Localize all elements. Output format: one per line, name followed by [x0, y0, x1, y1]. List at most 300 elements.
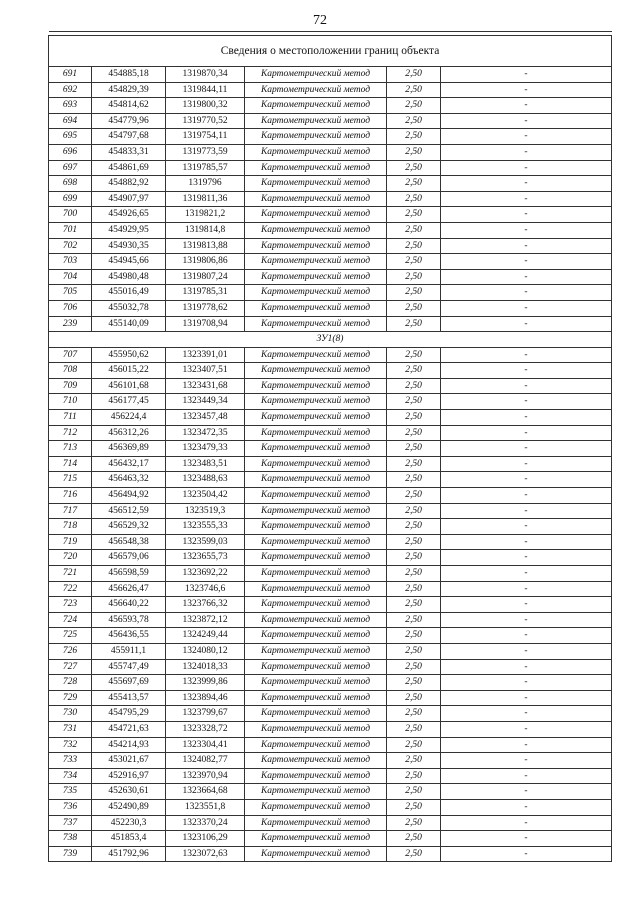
table-row — [49, 815, 612, 831]
accuracy-cell: 2,50 — [387, 129, 441, 145]
accuracy-cell: 2,50 — [387, 207, 441, 223]
table-row — [49, 191, 612, 207]
table-row — [49, 799, 612, 815]
table-row — [49, 129, 612, 145]
table-row — [49, 82, 612, 98]
accuracy-cell: 2,50 — [387, 768, 441, 784]
x-coordinate-cell: 456312,26 — [92, 425, 166, 441]
y-coordinate-cell: 1323766,32 — [166, 597, 245, 613]
x-coordinate-cell: 454814,62 — [92, 98, 166, 114]
y-coordinate-cell: 1319754,11 — [166, 129, 245, 145]
point-number-cell: 692 — [49, 82, 92, 98]
y-coordinate-cell: 1323488,63 — [166, 472, 245, 488]
description-cell: - — [441, 799, 612, 815]
y-coordinate-cell: 1323555,33 — [166, 519, 245, 535]
table-row — [49, 706, 612, 722]
table-row — [49, 394, 612, 410]
point-number-cell: 698 — [49, 176, 92, 192]
description-cell: - — [441, 815, 612, 831]
table-row — [49, 534, 612, 550]
method-cell: Картометрический метод — [245, 815, 387, 831]
y-coordinate-cell: 1323692,22 — [166, 566, 245, 582]
point-number-cell: 719 — [49, 534, 92, 550]
accuracy-cell: 2,50 — [387, 456, 441, 472]
description-cell: - — [441, 581, 612, 597]
y-coordinate-cell: 1323894,46 — [166, 690, 245, 706]
y-coordinate-cell: 1319708,94 — [166, 316, 245, 332]
accuracy-cell: 2,50 — [387, 394, 441, 410]
method-cell: Картометрический метод — [245, 581, 387, 597]
point-number-cell: 730 — [49, 706, 92, 722]
method-cell: Картометрический метод — [245, 378, 387, 394]
x-coordinate-cell: 455950,62 — [92, 347, 166, 363]
method-cell: Картометрический метод — [245, 144, 387, 160]
description-cell: - — [441, 347, 612, 363]
x-coordinate-cell: 456512,59 — [92, 503, 166, 519]
x-coordinate-cell: 451792,96 — [92, 846, 166, 862]
y-coordinate-cell: 1323304,41 — [166, 737, 245, 753]
x-coordinate-cell: 456369,89 — [92, 441, 166, 457]
x-coordinate-cell: 454885,18 — [92, 67, 166, 83]
x-coordinate-cell: 454779,96 — [92, 113, 166, 129]
accuracy-cell: 2,50 — [387, 534, 441, 550]
table-row — [49, 784, 612, 800]
accuracy-cell: 2,50 — [387, 612, 441, 628]
description-cell: - — [441, 846, 612, 862]
method-cell: Картометрический метод — [245, 347, 387, 363]
x-coordinate-cell: 456432,17 — [92, 456, 166, 472]
x-coordinate-cell: 454907,97 — [92, 191, 166, 207]
y-coordinate-cell: 1323599,03 — [166, 534, 245, 550]
description-cell: - — [441, 831, 612, 847]
y-coordinate-cell: 1323799,67 — [166, 706, 245, 722]
accuracy-cell: 2,50 — [387, 581, 441, 597]
accuracy-cell: 2,50 — [387, 831, 441, 847]
accuracy-cell: 2,50 — [387, 566, 441, 582]
point-number-cell: 733 — [49, 753, 92, 769]
table-row — [49, 721, 612, 737]
y-coordinate-cell: 1323479,33 — [166, 441, 245, 457]
x-coordinate-cell: 456436,55 — [92, 628, 166, 644]
description-cell: - — [441, 643, 612, 659]
accuracy-cell: 2,50 — [387, 316, 441, 332]
y-coordinate-cell: 1323431,68 — [166, 378, 245, 394]
x-coordinate-cell: 454795,29 — [92, 706, 166, 722]
method-cell: Картометрический метод — [245, 768, 387, 784]
point-number-cell: 693 — [49, 98, 92, 114]
x-coordinate-cell: 455413,57 — [92, 690, 166, 706]
accuracy-cell: 2,50 — [387, 519, 441, 535]
table-row — [49, 550, 612, 566]
method-cell: Картометрический метод — [245, 472, 387, 488]
description-cell: - — [441, 82, 612, 98]
description-cell: - — [441, 300, 612, 316]
table-row — [49, 254, 612, 270]
table-row — [49, 675, 612, 691]
point-number-cell: 723 — [49, 597, 92, 613]
y-coordinate-cell: 1319796 — [166, 176, 245, 192]
x-coordinate-cell: 456548,38 — [92, 534, 166, 550]
y-coordinate-cell: 1319870,34 — [166, 67, 245, 83]
point-number-cell: 697 — [49, 160, 92, 176]
point-number-cell: 703 — [49, 254, 92, 270]
description-cell: - — [441, 441, 612, 457]
table-row — [49, 410, 612, 426]
y-coordinate-cell: 1319813,88 — [166, 238, 245, 254]
table-row — [49, 316, 612, 332]
y-coordinate-cell: 1323970,94 — [166, 768, 245, 784]
point-number-cell: 696 — [49, 144, 92, 160]
description-cell: - — [441, 706, 612, 722]
description-cell: - — [441, 67, 612, 83]
x-coordinate-cell: 454797,68 — [92, 129, 166, 145]
description-cell: - — [441, 737, 612, 753]
accuracy-cell: 2,50 — [387, 176, 441, 192]
accuracy-cell: 2,50 — [387, 425, 441, 441]
table-row — [49, 222, 612, 238]
y-coordinate-cell: 1319821,2 — [166, 207, 245, 223]
method-cell: Картометрический метод — [245, 82, 387, 98]
y-coordinate-cell: 1323746,6 — [166, 581, 245, 597]
point-number-cell: 737 — [49, 815, 92, 831]
point-number-cell: 713 — [49, 441, 92, 457]
accuracy-cell: 2,50 — [387, 753, 441, 769]
table-row — [49, 831, 612, 847]
description-cell: - — [441, 113, 612, 129]
method-cell: Картометрический метод — [245, 222, 387, 238]
y-coordinate-cell: 1323551,8 — [166, 799, 245, 815]
accuracy-cell: 2,50 — [387, 410, 441, 426]
x-coordinate-cell: 452490,89 — [92, 799, 166, 815]
accuracy-cell: 2,50 — [387, 285, 441, 301]
point-number-cell: 725 — [49, 628, 92, 644]
description-cell: - — [441, 472, 612, 488]
point-number-cell: 717 — [49, 503, 92, 519]
method-cell: Картометрический метод — [245, 690, 387, 706]
y-coordinate-cell: 1319770,52 — [166, 113, 245, 129]
point-number-cell: 710 — [49, 394, 92, 410]
y-coordinate-cell: 1319807,24 — [166, 269, 245, 285]
x-coordinate-cell: 452916,97 — [92, 768, 166, 784]
x-coordinate-cell: 455032,78 — [92, 300, 166, 316]
x-coordinate-cell: 454214,93 — [92, 737, 166, 753]
description-cell: - — [441, 519, 612, 535]
description-cell: - — [441, 191, 612, 207]
method-cell: Картометрический метод — [245, 363, 387, 379]
table-row — [49, 144, 612, 160]
table-row — [49, 160, 612, 176]
point-number-cell: 732 — [49, 737, 92, 753]
table-row — [49, 597, 612, 613]
accuracy-cell: 2,50 — [387, 222, 441, 238]
table-row — [49, 581, 612, 597]
accuracy-cell: 2,50 — [387, 191, 441, 207]
point-number-cell: 738 — [49, 831, 92, 847]
y-coordinate-cell: 1323391,01 — [166, 347, 245, 363]
description-cell: - — [441, 394, 612, 410]
method-cell: Картометрический метод — [245, 597, 387, 613]
x-coordinate-cell: 454930,35 — [92, 238, 166, 254]
x-coordinate-cell: 454833,31 — [92, 144, 166, 160]
method-cell: Картометрический метод — [245, 753, 387, 769]
table-row — [49, 768, 612, 784]
accuracy-cell: 2,50 — [387, 238, 441, 254]
table-row — [49, 643, 612, 659]
point-number-cell: 734 — [49, 768, 92, 784]
point-number-cell: 739 — [49, 846, 92, 862]
point-number-cell: 728 — [49, 675, 92, 691]
x-coordinate-cell: 456494,92 — [92, 488, 166, 504]
accuracy-cell: 2,50 — [387, 82, 441, 98]
accuracy-cell: 2,50 — [387, 98, 441, 114]
point-number-cell: 727 — [49, 659, 92, 675]
table-row — [49, 98, 612, 114]
method-cell: Картометрический метод — [245, 784, 387, 800]
y-coordinate-cell: 1319814,8 — [166, 222, 245, 238]
description-cell: - — [441, 488, 612, 504]
method-cell: Картометрический метод — [245, 737, 387, 753]
x-coordinate-cell: 456529,32 — [92, 519, 166, 535]
point-number-cell: 707 — [49, 347, 92, 363]
point-number-cell: 720 — [49, 550, 92, 566]
accuracy-cell: 2,50 — [387, 784, 441, 800]
point-number-cell: 695 — [49, 129, 92, 145]
accuracy-cell: 2,50 — [387, 269, 441, 285]
description-cell: - — [441, 144, 612, 160]
accuracy-cell: 2,50 — [387, 690, 441, 706]
accuracy-cell: 2,50 — [387, 706, 441, 722]
table-row — [49, 67, 612, 83]
x-coordinate-cell: 456177,45 — [92, 394, 166, 410]
y-coordinate-cell: 1323449,34 — [166, 394, 245, 410]
x-coordinate-cell: 454882,92 — [92, 176, 166, 192]
description-cell: - — [441, 659, 612, 675]
y-coordinate-cell: 1323483,51 — [166, 456, 245, 472]
method-cell: Картометрический метод — [245, 98, 387, 114]
y-coordinate-cell: 1324249,44 — [166, 628, 245, 644]
table-row — [49, 363, 612, 379]
method-cell: Картометрический метод — [245, 534, 387, 550]
accuracy-cell: 2,50 — [387, 472, 441, 488]
table-row — [49, 285, 612, 301]
method-cell: Картометрический метод — [245, 425, 387, 441]
accuracy-cell: 2,50 — [387, 721, 441, 737]
x-coordinate-cell: 456015,22 — [92, 363, 166, 379]
point-number-cell: 724 — [49, 612, 92, 628]
y-coordinate-cell: 1323370,24 — [166, 815, 245, 831]
page-number: 72 — [313, 13, 327, 28]
description-cell: - — [441, 269, 612, 285]
table-row — [49, 269, 612, 285]
description-cell: - — [441, 160, 612, 176]
y-coordinate-cell: 1323504,42 — [166, 488, 245, 504]
y-coordinate-cell: 1323872,12 — [166, 612, 245, 628]
point-number-cell: 708 — [49, 363, 92, 379]
accuracy-cell: 2,50 — [387, 846, 441, 862]
table-row — [49, 456, 612, 472]
point-number-cell: 702 — [49, 238, 92, 254]
x-coordinate-cell: 455697,69 — [92, 675, 166, 691]
table-title: Сведения о местоположении границ объекта — [49, 36, 612, 67]
description-cell: - — [441, 566, 612, 582]
point-number-cell: 731 — [49, 721, 92, 737]
point-number-cell: 722 — [49, 581, 92, 597]
method-cell: Картометрический метод — [245, 503, 387, 519]
accuracy-cell: 2,50 — [387, 628, 441, 644]
y-coordinate-cell: 1323664,68 — [166, 784, 245, 800]
method-cell: Картометрический метод — [245, 300, 387, 316]
method-cell: Картометрический метод — [245, 285, 387, 301]
point-number-cell: 712 — [49, 425, 92, 441]
accuracy-cell: 2,50 — [387, 597, 441, 613]
method-cell: Картометрический метод — [245, 566, 387, 582]
accuracy-cell: 2,50 — [387, 675, 441, 691]
table-row — [49, 628, 612, 644]
table-row — [49, 737, 612, 753]
point-number-cell: 729 — [49, 690, 92, 706]
table-row — [49, 207, 612, 223]
method-cell: Картометрический метод — [245, 254, 387, 270]
description-cell: - — [441, 363, 612, 379]
method-cell: Картометрический метод — [245, 456, 387, 472]
y-coordinate-cell: 1324018,33 — [166, 659, 245, 675]
description-cell: - — [441, 550, 612, 566]
x-coordinate-cell: 454721,63 — [92, 721, 166, 737]
x-coordinate-cell: 454829,39 — [92, 82, 166, 98]
point-number-cell: 735 — [49, 784, 92, 800]
table-title-row — [49, 36, 612, 67]
description-cell: - — [441, 238, 612, 254]
method-cell: Картометрический метод — [245, 410, 387, 426]
y-coordinate-cell: 1323999,86 — [166, 675, 245, 691]
y-coordinate-cell: 1319844,11 — [166, 82, 245, 98]
description-cell: - — [441, 176, 612, 192]
accuracy-cell: 2,50 — [387, 144, 441, 160]
y-coordinate-cell: 1323472,35 — [166, 425, 245, 441]
accuracy-cell: 2,50 — [387, 815, 441, 831]
y-coordinate-cell: 1319806,86 — [166, 254, 245, 270]
x-coordinate-cell: 456626,47 — [92, 581, 166, 597]
x-coordinate-cell: 451853,4 — [92, 831, 166, 847]
x-coordinate-cell: 456579,06 — [92, 550, 166, 566]
method-cell: Картометрический метод — [245, 113, 387, 129]
table-row — [49, 300, 612, 316]
accuracy-cell: 2,50 — [387, 67, 441, 83]
point-number-cell: 699 — [49, 191, 92, 207]
description-cell: - — [441, 207, 612, 223]
description-cell: - — [441, 721, 612, 737]
description-cell: - — [441, 597, 612, 613]
method-cell: Картометрический метод — [245, 238, 387, 254]
table-row — [49, 378, 612, 394]
description-cell: - — [441, 222, 612, 238]
point-number-cell: 701 — [49, 222, 92, 238]
method-cell: Картометрический метод — [245, 316, 387, 332]
y-coordinate-cell: 1323457,48 — [166, 410, 245, 426]
y-coordinate-cell: 1323328,72 — [166, 721, 245, 737]
y-coordinate-cell: 1319785,57 — [166, 160, 245, 176]
description-cell: - — [441, 285, 612, 301]
x-coordinate-cell: 456101,68 — [92, 378, 166, 394]
table-row — [49, 659, 612, 675]
point-number-cell: 726 — [49, 643, 92, 659]
table-row — [49, 753, 612, 769]
method-cell: Картометрический метод — [245, 799, 387, 815]
description-cell: - — [441, 534, 612, 550]
method-cell: Картометрический метод — [245, 129, 387, 145]
x-coordinate-cell: 455140,09 — [92, 316, 166, 332]
accuracy-cell: 2,50 — [387, 441, 441, 457]
x-coordinate-cell: 454945,66 — [92, 254, 166, 270]
description-cell: - — [441, 612, 612, 628]
description-cell: - — [441, 254, 612, 270]
description-cell: - — [441, 784, 612, 800]
description-cell: - — [441, 690, 612, 706]
y-coordinate-cell: 1319778,62 — [166, 300, 245, 316]
description-cell: - — [441, 129, 612, 145]
table-row — [49, 472, 612, 488]
y-coordinate-cell: 1319811,36 — [166, 191, 245, 207]
description-cell: - — [441, 98, 612, 114]
point-number-cell: 239 — [49, 316, 92, 332]
accuracy-cell: 2,50 — [387, 254, 441, 270]
y-coordinate-cell: 1319800,32 — [166, 98, 245, 114]
method-cell: Картометрический метод — [245, 519, 387, 535]
point-number-cell: 736 — [49, 799, 92, 815]
table-row — [49, 612, 612, 628]
y-coordinate-cell: 1323407,51 — [166, 363, 245, 379]
accuracy-cell: 2,50 — [387, 378, 441, 394]
method-cell: Картометрический метод — [245, 394, 387, 410]
y-coordinate-cell: 1324080,12 — [166, 643, 245, 659]
point-number-cell: 714 — [49, 456, 92, 472]
method-cell: Картометрический метод — [245, 659, 387, 675]
table-row — [49, 503, 612, 519]
point-number-cell: 700 — [49, 207, 92, 223]
point-number-cell: 709 — [49, 378, 92, 394]
description-cell: - — [441, 675, 612, 691]
point-number-cell: 705 — [49, 285, 92, 301]
table-row — [49, 238, 612, 254]
y-coordinate-cell: 1319773,59 — [166, 144, 245, 160]
method-cell: Картометрический метод — [245, 550, 387, 566]
method-cell: Картометрический метод — [245, 643, 387, 659]
description-cell: - — [441, 753, 612, 769]
description-cell: - — [441, 378, 612, 394]
x-coordinate-cell: 456640,22 — [92, 597, 166, 613]
accuracy-cell: 2,50 — [387, 737, 441, 753]
accuracy-cell: 2,50 — [387, 488, 441, 504]
x-coordinate-cell: 455747,49 — [92, 659, 166, 675]
method-cell: Картометрический метод — [245, 675, 387, 691]
x-coordinate-cell: 452630,61 — [92, 784, 166, 800]
x-coordinate-cell: 454861,69 — [92, 160, 166, 176]
x-coordinate-cell: 456224,4 — [92, 410, 166, 426]
x-coordinate-cell: 452230,3 — [92, 815, 166, 831]
point-number-cell: 716 — [49, 488, 92, 504]
x-coordinate-cell: 454926,65 — [92, 207, 166, 223]
boundary-coordinates-table — [48, 31, 612, 862]
accuracy-cell: 2,50 — [387, 643, 441, 659]
accuracy-cell: 2,50 — [387, 113, 441, 129]
accuracy-cell: 2,50 — [387, 160, 441, 176]
method-cell: Картометрический метод — [245, 721, 387, 737]
accuracy-cell: 2,50 — [387, 300, 441, 316]
table-row — [49, 488, 612, 504]
method-cell: Картометрический метод — [245, 706, 387, 722]
accuracy-cell: 2,50 — [387, 347, 441, 363]
method-cell: Картометрический метод — [245, 176, 387, 192]
